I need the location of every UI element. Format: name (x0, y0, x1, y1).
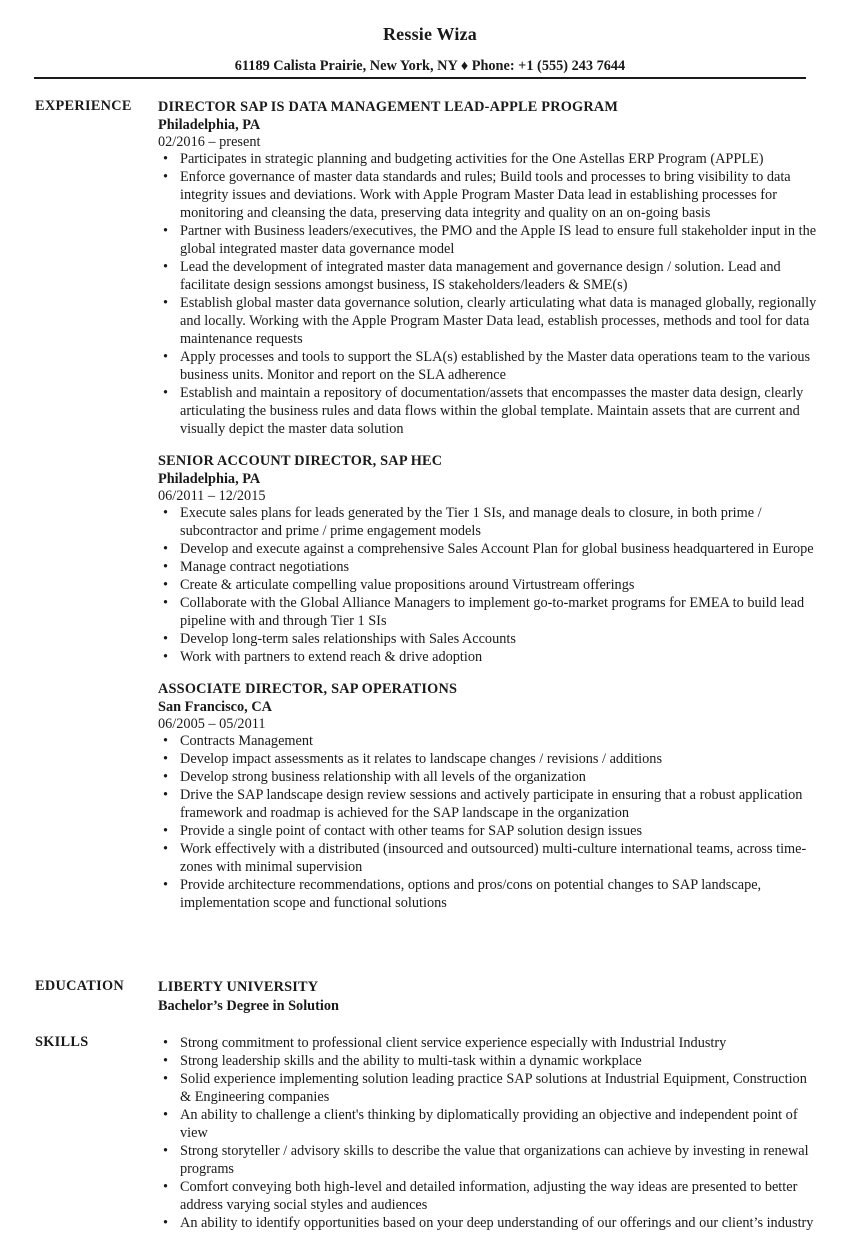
job-bullet-list (158, 732, 818, 912)
skills-body (158, 1034, 818, 1232)
bullet-text: Establish global master data governance solution, clearly articulating what data is managed globally, regionally and locally. Working with the Apple Program Master Data lead, establish processes, methods and tool for data maintenance requests (180, 295, 817, 347)
bullet-icon: • (163, 1215, 169, 1231)
list-item (158, 630, 818, 648)
job-bullet-list (158, 150, 818, 438)
bullet-text: Establish and maintain a repository of documentation/assets that encompasses the master data design, clearly articulating the business rules and data flows within the global template. Maintain assets that are current and visually depict the master data solution (180, 385, 804, 437)
bullet-text: Manage contract negotiations (180, 559, 350, 575)
bullet-text: Strong commitment to professional client service experience especially with Industrial Industry (180, 1035, 727, 1051)
bullet-icon: • (163, 787, 169, 803)
bullet-text: Collaborate with the Global Alliance Managers to implement go-to-market programs for EMEA to build lead pipeline with and through Tier 1 SIs (180, 595, 805, 629)
bullet-icon: • (163, 385, 169, 401)
bullet-text: Apply processes and tools to support the SLA(s) established by the Master data operations team to the various business units. Monitor and report on the SLA adherence (180, 349, 811, 383)
list-item (158, 294, 818, 348)
job-title: ASSOCIATE DIRECTOR, SAP OPERATIONS (158, 681, 458, 697)
list-item (158, 1178, 818, 1214)
job-entry (158, 452, 818, 666)
list-item (158, 1142, 818, 1178)
bullet-icon: • (163, 1035, 169, 1051)
bullet-icon: • (163, 1053, 169, 1069)
list-item (158, 786, 818, 822)
bullet-icon: • (163, 559, 169, 575)
bullet-icon: • (163, 1107, 169, 1123)
bullet-icon: • (163, 295, 169, 311)
bullet-text: Work with partners to extend reach & drive adoption (180, 649, 483, 665)
list-item (158, 840, 818, 876)
bullet-icon: • (163, 1071, 169, 1087)
bullet-icon: • (163, 733, 169, 749)
list-item (158, 768, 818, 786)
list-item (158, 168, 818, 222)
list-item (158, 732, 818, 750)
bullet-text: Execute sales plans for leads generated by the Tier 1 SIs, and manage deals to closure, in both prime / subcontractor and prime / prime engagement models (180, 505, 762, 539)
list-item (158, 348, 818, 384)
list-item (158, 750, 818, 768)
bullet-icon: • (163, 649, 169, 665)
bullet-text: Work effectively with a distributed (insourced and outsourced) multi-culture international teams, across time-zones with minimal supervision (180, 841, 807, 875)
bullet-icon: • (163, 349, 169, 365)
education-body (158, 978, 818, 1016)
list-item (158, 558, 818, 576)
header-divider (34, 77, 806, 79)
bullet-text: Provide a single point of contact with other teams for SAP solution design issues (180, 823, 643, 839)
bullet-icon: • (163, 1143, 169, 1159)
list-item (158, 540, 818, 558)
list-item (158, 1070, 818, 1106)
section-label-skills: SKILLS (35, 1034, 89, 1050)
bullet-icon: • (163, 595, 169, 611)
job-entry (158, 680, 818, 912)
list-item (158, 222, 818, 258)
list-item (158, 1106, 818, 1142)
bullet-icon: • (163, 169, 169, 185)
section-label-experience: EXPERIENCE (35, 98, 132, 114)
bullet-text: An ability to identify opportunities based on your deep understanding of our offerings and our client’s industry (180, 1215, 814, 1231)
job-bullet-list (158, 504, 818, 666)
bullet-icon: • (163, 223, 169, 239)
bullet-icon: • (163, 505, 169, 521)
list-item (158, 822, 818, 840)
list-item (158, 648, 818, 666)
list-item (158, 594, 818, 630)
job-location: Philadelphia, PA (158, 117, 261, 133)
contact-line: 61189 Calista Prairie, New York, NY ♦ Phone: +1 (555) 243 7644 (234, 58, 626, 74)
list-item (158, 576, 818, 594)
skills-bullet-list (158, 1034, 818, 1232)
bullet-text: Lead the development of integrated master data management and governance design / solution. Lead and facilitate design sessions amongst business, IS stakeholders/leaders & SME(s) (180, 259, 781, 293)
bullet-text: Drive the SAP landscape design review sessions and actively participate in ensuring that a robust application framework and roadmap is achieved for the SAP landscape in the organization (180, 787, 803, 821)
list-item (158, 150, 818, 168)
bullet-text: Partner with Business leaders/executives, the PMO and the Apple IS lead to ensure full stakeholder input in the global integrated master data governance model (180, 223, 817, 257)
job-dates: 06/2011 – 12/2015 (158, 488, 266, 504)
list-item (158, 876, 818, 912)
bullet-text: Provide architecture recommendations, options and pros/cons on potential changes to SAP landscape, implementation scope and functional solutions (180, 877, 762, 911)
bullet-text: Solid experience implementing solution leading practice SAP solutions at Industrial Equipment, Construction & Engineering companies (180, 1071, 807, 1105)
bullet-text: Develop strong business relationship with all levels of the organization (180, 769, 586, 785)
list-item (158, 1034, 818, 1052)
bullet-icon: • (163, 751, 169, 767)
bullet-text: Enforce governance of master data standards and rules; Build tools and processes to bring visibility to data integrity issues and deviations. Work with Apple Program Master Data lead in establishing processes for monitoring and cleansing the data, preserving data integrity and quality on an on-going basis (180, 169, 791, 221)
section-label-education: EDUCATION (35, 978, 125, 994)
list-item (158, 504, 818, 540)
bullet-text: Strong storyteller / advisory skills to describe the value that organizations can achieve by investing in renewal programs (180, 1143, 809, 1177)
job-title: DIRECTOR SAP IS DATA MANAGEMENT LEAD-APPLE PROGRAM (158, 99, 619, 115)
bullet-text: Develop impact assessments as it relates to landscape changes / revisions / additions (180, 751, 663, 767)
bullet-icon: • (163, 151, 169, 167)
job-location: San Francisco, CA (158, 699, 272, 715)
job-location: Philadelphia, PA (158, 471, 261, 487)
candidate-name: Ressie Wiza (382, 24, 478, 44)
school-name: LIBERTY UNIVERSITY (158, 979, 319, 995)
bullet-text: Create & articulate compelling value propositions around Virtustream offerings (180, 577, 635, 593)
bullet-icon: • (163, 877, 169, 893)
job-dates: 06/2005 – 05/2011 (158, 716, 266, 732)
bullet-text: Participates in strategic planning and budgeting activities for the One Astellas ERP Program (APPLE) (180, 151, 764, 167)
bullet-icon: • (163, 577, 169, 593)
bullet-text: Contracts Management (180, 733, 314, 749)
bullet-icon: • (163, 823, 169, 839)
bullet-text: Strong leadership skills and the ability to multi-task within a dynamic workplace (180, 1053, 642, 1069)
bullet-icon: • (163, 541, 169, 557)
bullet-text: An ability to challenge a client's thinking by diplomatically providing an objective and independent point of view (180, 1107, 798, 1141)
job-entry (158, 98, 818, 438)
bullet-text: Develop and execute against a comprehensive Sales Account Plan for global business headquartered in Europe (180, 541, 814, 557)
experience-body (158, 98, 818, 926)
degree-name: Bachelor’s Degree in Solution (158, 998, 339, 1014)
bullet-icon: • (163, 631, 169, 647)
bullet-icon: • (163, 841, 169, 857)
list-item (158, 258, 818, 294)
bullet-text: Comfort conveying both high-level and detailed information, adjusting the way ideas are presented to better address varying social styles and audiences (180, 1179, 798, 1213)
bullet-icon: • (163, 769, 169, 785)
bullet-icon: • (163, 259, 169, 275)
job-dates: 02/2016 – present (158, 134, 261, 150)
job-title: SENIOR ACCOUNT DIRECTOR, SAP HEC (158, 453, 443, 469)
bullet-text: Develop long-term sales relationships with Sales Accounts (180, 631, 516, 647)
list-item (158, 1214, 818, 1232)
bullet-icon: • (163, 1179, 169, 1195)
list-item (158, 1052, 818, 1070)
list-item (158, 384, 818, 438)
